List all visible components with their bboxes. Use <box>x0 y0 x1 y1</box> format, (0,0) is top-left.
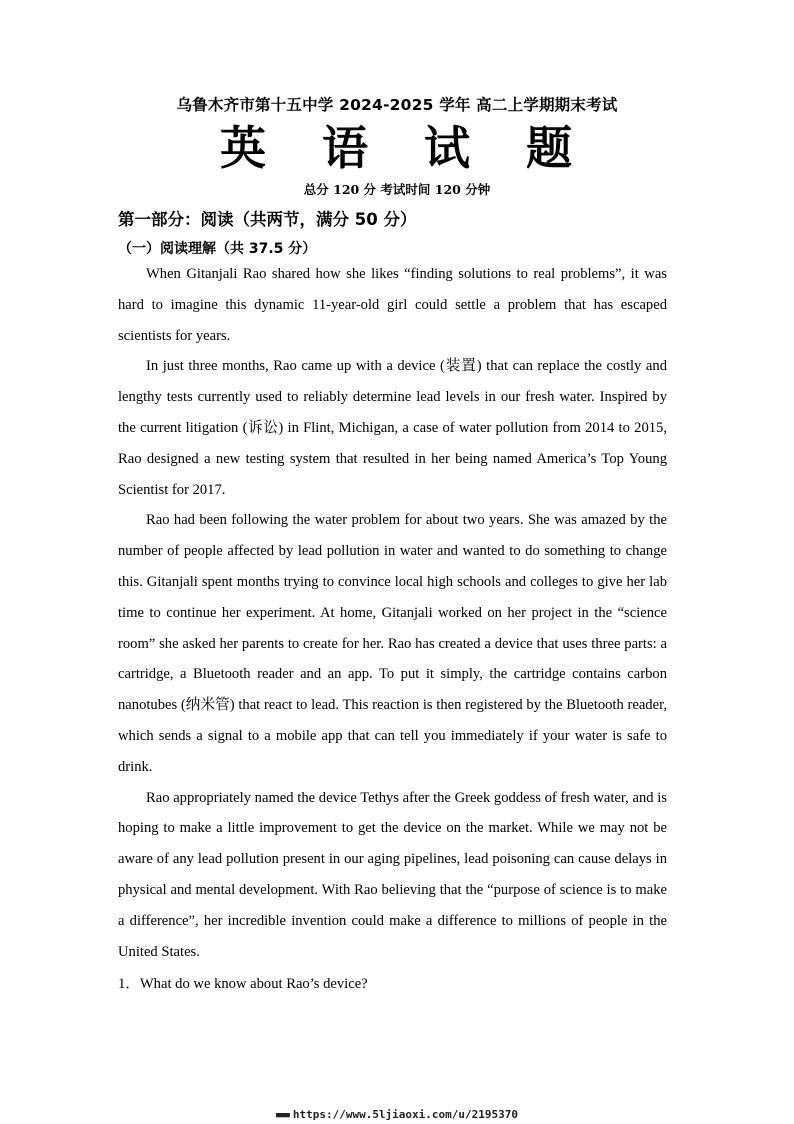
part-heading: 第一部分：阅读（共两节，满分 50 分） <box>118 210 417 229</box>
footer-url-link[interactable]: https://www.5ljiaoxi.com/u/2195370 <box>292 1108 519 1121</box>
score-time-line: 总分 120 分 考试时间 120 分钟 <box>303 182 491 197</box>
logo-mark: ■■■■ <box>275 1111 289 1119</box>
passage-paragraph: When Gitanjali Rao shared how she likes “finding solutions to real problems”, it was hard to imagine this dynamic 11-year-old girl could settle a problem that has escaped scientists for years. <box>118 266 667 344</box>
reading-passage <box>118 259 667 967</box>
passage-paragraph: Rao had been following the water problem for about two years. She was amazed by the number of people affected by lead pollution in water and wanted to do something to change this. Gitanjali spent months trying to convince local high schools and colleges to give her lab time to continue her experiment. At home, Gitanjali worked on her project in the “science room” she asked her parents to create for her. Rao has created a device that uses three parts: a cartridge, a Bluetooth reader and an app. To put it simply, the cartridge contains carbon nanotubes (纳米管) that react to lead. This reaction is then registered by the Bluetooth reader, which sends a signal to a mobile app that can tell you immediately if your water is safe to drink. <box>118 512 667 775</box>
question-text: What do we know about Rao’s device? <box>139 976 368 992</box>
exam-title: 英 语 试 题 <box>219 121 593 175</box>
question-number: 1． <box>118 976 140 992</box>
passage-paragraph: In just three months, Rao came up with a device (装置) that can replace the costly and lengthy tests currently used to reliably determine lead levels in our fresh water. Inspired by the current litigation (诉讼) in Flint, Michigan, a case of water pollution from 2014 to 2015, Rao designed a new testing system that resulted in her being named America’s Top Young Scientist for 2017. <box>118 358 667 498</box>
question-item <box>118 969 667 999</box>
passage-paragraph: Rao appropriately named the device Tethys after the Greek goddess of fresh water, and is hoping to make a little improvement to get the device on the market. While we may not be aware of any lead pollution present in our aging pipelines, lead poisoning can cause delays in physical and mental development. With Rao believing that the “purpose of science is to make a difference”, her incredible invention could make a difference to millions of people in the United States. <box>118 789 667 960</box>
footer-watermark <box>0 1108 794 1121</box>
school-exam-line: 乌鲁木齐市第十五中学 2024-2025 学年 高二上学期期末考试 <box>176 96 618 114</box>
section-heading: （一）阅读理解（共 37.5 分） <box>118 241 317 257</box>
